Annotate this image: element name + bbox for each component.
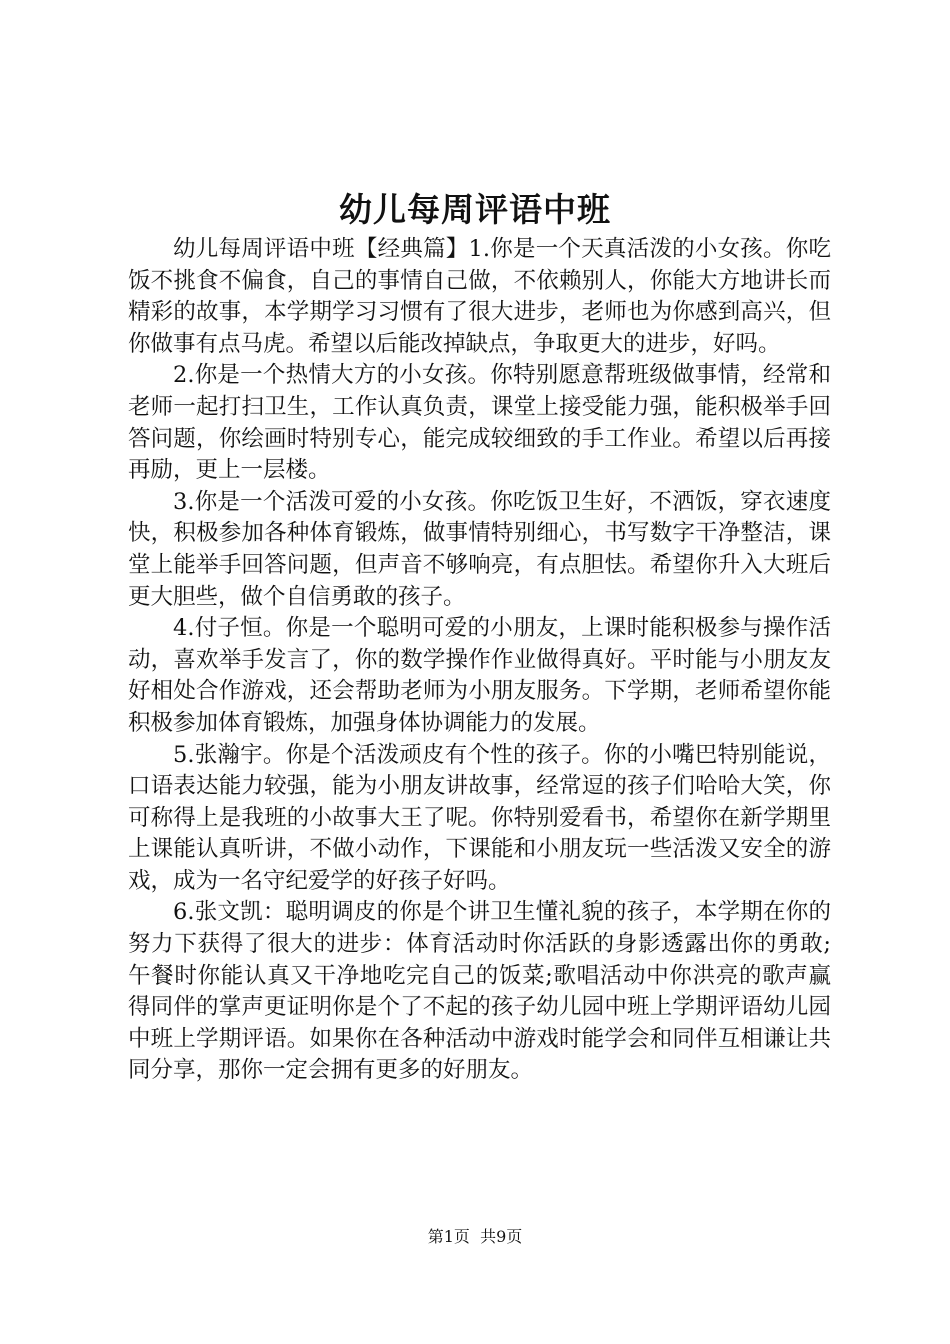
page-number: 第1页 共9页 (427, 1227, 523, 1246)
paragraph-3: 3.你是一个活泼可爱的小女孩。你吃饭卫生好，不洒饭，穿衣速度快，积极参加各种体育锻炼，做事情特别细心，书写数字干净整洁，课堂上能举手回答问题，但声音不够响亮，有点胆怯。希望你升入大班后更大胆些，做个自信勇敢的孩子。 (128, 488, 831, 610)
paragraph-1: 幼儿每周评语中班【经典篇】1.你是一个天真活泼的小女孩。你吃饭不挑食不偏食，自己的事情自己做，不依赖别人，你能大方地讲长而精彩的故事，本学期学习习惯有了很大进步，老师也为你感到高兴，但你做事有点马虎。希望以后能改掉缺点，争取更大的进步，好吗。 (128, 236, 831, 357)
page-footer (0, 1224, 950, 1247)
paragraph-6: 6.张文凯：聪明调皮的你是个讲卫生懂礼貌的孩子，本学期在你的努力下获得了很大的进步：体育活动时你活跃的身影透露出你的勇敢;午餐时你能认真又干净地吃完自己的饭菜;歌唱活动中你洪亮的歌声赢得同伴的掌声更证明你是个了不起的孩子幼儿园中班上学期评语幼儿园中班上学期评语。如果你在各种活动中游戏时能学会和同伴互相谦让共同分享，那你一定会拥有更多的好朋友。 (128, 899, 831, 1084)
paragraph-5: 5.张瀚宇。你是个活泼顽皮有个性的孩子。你的小嘴巴特别能说，口语表达能力较强，能为小朋友讲故事，经常逗的孩子们哈哈大笑，你可称得上是我班的小故事大王了呢。你特别爱看书，希望你在新学期里上课能认真听讲，不做小动作，下课能和小朋友玩一些活泼又安全的游戏，成为一名守纪爱学的好孩子好吗。 (128, 741, 831, 894)
paragraph-2: 2.你是一个热情大方的小女孩。你特别愿意帮班级做事情，经常和老师一起打扫卫生，工作认真负责，课堂上接受能力强，能积极举手回答问题，你绘画时特别专心，能完成较细致的手工作业。希望以后再接再励，更上一层楼。 (128, 362, 831, 484)
paragraph-4: 4.付子恒。你是一个聪明可爱的小朋友，上课时能积极参与操作活动，喜欢举手发言了，你的数学操作作业做得真好。平时能与小朋友友好相处合作游戏，还会帮助老师为小朋友服务。下学期，老师希望你能积极参加体育锻炼，加强身体协调能力的发展。 (128, 615, 831, 736)
document-body (128, 234, 831, 1087)
document-title: 幼儿每周评语中班 (339, 190, 611, 229)
